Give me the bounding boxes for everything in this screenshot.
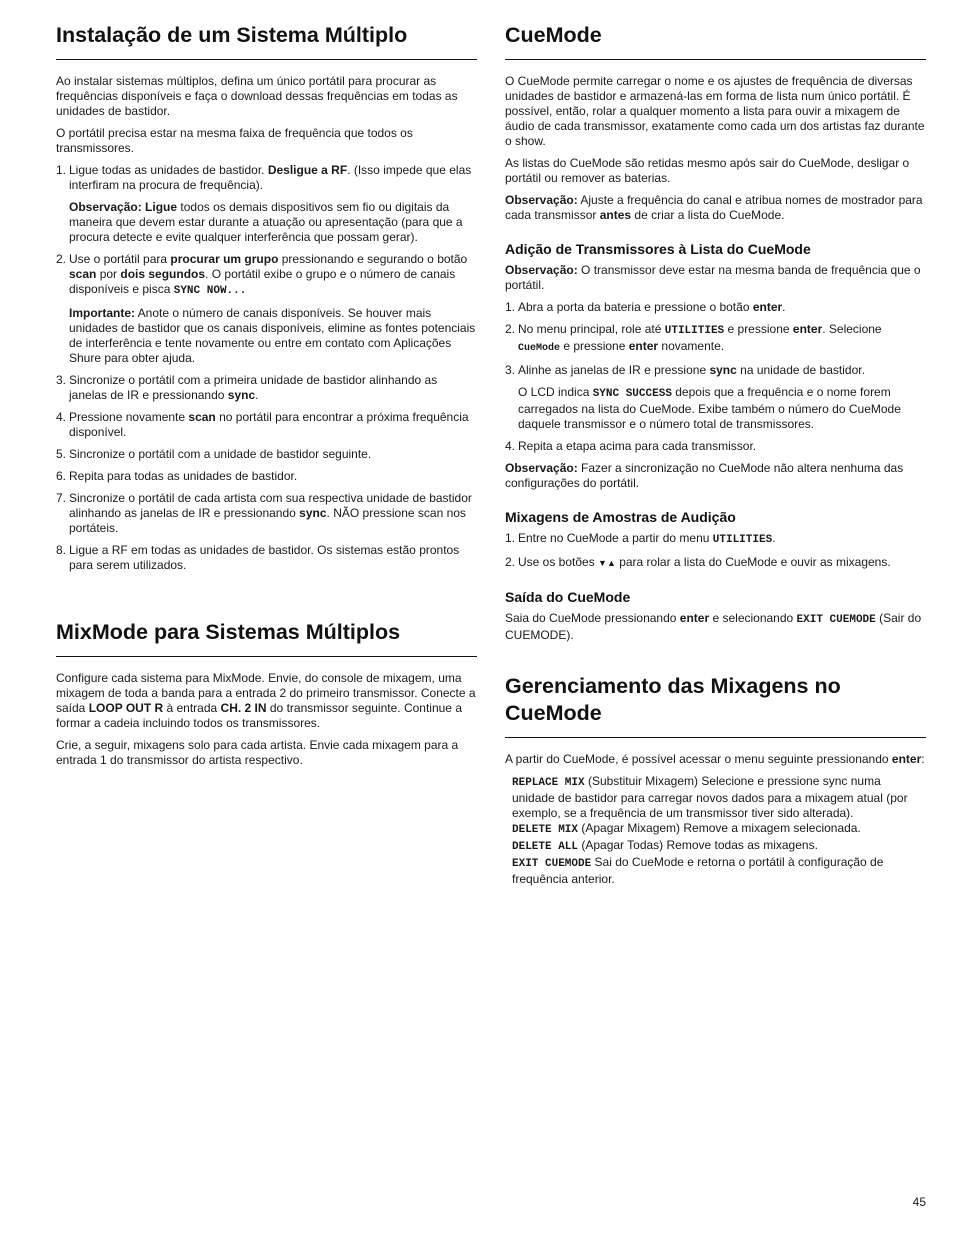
sample-steps: [505, 531, 926, 571]
section-title-manage-mixes: Gerenciamento das Mixagens no CueMode: [505, 673, 926, 738]
cuemode-note: Observação: Ajuste a frequência do canal e atribua nomes de mostrador para cada transmissor antes de criar a lista do CueMode.: [505, 193, 923, 222]
section-title-mixmode: MixMode para Sistemas Múltiplos: [56, 619, 477, 657]
section-title-multiple-system: Instalação de um Sistema Múltiplo: [56, 22, 477, 60]
setup-steps: [56, 163, 477, 573]
manage-intro: A partir do CueMode, é possível acessar o menu seguinte pressionando enter:: [505, 752, 925, 766]
add-steps: [505, 300, 926, 454]
add-note: Observação: O transmissor deve estar na mesma banda de frequência que o portátil.: [505, 263, 921, 292]
subtitle-sample-mixes: Mixagens de Amostras de Audição: [505, 509, 736, 525]
menu-delete-all: DELETE ALL (Apagar Todas) Remove todas as mixagens.: [512, 838, 818, 853]
right-column: [505, 22, 926, 887]
add-step-2: 2. No menu principal, role até UTILITIES e pressione enter. Selecione CueMode e pressione enter novamente.: [505, 322, 882, 354]
exit-paragraph: Saia do CueMode pressionando enter e selecionando EXIT CUEMODE (Sair do CUEMODE).: [505, 611, 922, 642]
step-5: 5. Sincronize o portátil com a unidade de bastidor seguinte.: [56, 447, 372, 461]
step-3: 3. Sincronize o portátil com a primeira unidade de bastidor alinhando as janelas de IR e pressionando sync.: [56, 373, 438, 402]
menu-exit-cuemode: EXIT CUEMODE Sai do CueMode e retorna o portátil à configuração de frequência anterior.: [512, 855, 884, 886]
step-8: 8. Ligue a RF em todas as unidades de bastidor. Os sistemas estão prontos para serem utilizados.: [56, 543, 460, 572]
cuemode-retained: As listas do CueMode são retidas mesmo após sair do CueMode, desligar o portátil ou remover as baterias.: [505, 156, 910, 185]
step-7: 7. Sincronize o portátil de cada artista com sua respectiva unidade de bastidor alinhando as janelas de IR e pressionando sync. NÃO pressione scan nos portáteis.: [56, 491, 472, 535]
step-6: 6. Repita para todas as unidades de bastidor.: [56, 469, 298, 483]
mixmode-paragraph-1: Configure cada sistema para MixMode. Envie, do console de mixagem, uma mixagem de toda a banda para a entrada 2 do primeiro transmissor. Conecte a saída LOOP OUT R à entrada CH. 2 IN do transmissor seguinte. Continue a formar a cadeia incluindo todos os transmissores.: [56, 671, 476, 730]
step-2: 2. Use o portátil para procurar um grupo pressionando e segurando o botão scan por dois segundos. O portátil exibe o grupo e o número de canais disponíveis e pisca SYNC NOW... Importante: Anote o número de canais disponíveis. Se houver mais unidades de bastidor que os canais disponíveis, elimine as fontes potenciais de interferência e tente novamente ou entre em contato com Aplicações Shure para obter ajuda.: [56, 252, 476, 365]
add-step-3: 3. Alinhe as janelas de IR e pressione sync na unidade de bastidor. O LCD indica SYNC SUCCESS depois que a frequência e o nome forem carregados na lista do CueMode. Exibe também o número do CueMode daquele transmissor e o número total de transmissores.: [505, 363, 926, 432]
band-paragraph: O portátil precisa estar na mesma faixa de frequência que todos os transmissores.: [56, 126, 413, 155]
subtitle-add-transmitters: Adição de Transmissores à Lista do CueMode: [505, 241, 811, 257]
step-1-note: Observação: Ligue todos os demais dispositivos sem fio ou digitais da maneira que devem estar durante a atuação ou apresentação (para que a procura detecte e evite qualquer interferência que possam gerar).: [69, 200, 463, 244]
menu-replace-mix: REPLACE MIX (Substituir Mixagem) Selecione e pressione sync numa unidade de bastidor para carregar novos dados para a mixagem atual (por exemplo, se a frequência de um transmissor tiver sido alterada).: [512, 774, 908, 820]
menu-delete-mix: DELETE MIX (Apagar Mixagem) Remove a mixagem selecionada.: [512, 821, 861, 836]
cuemode-menu-list: [505, 774, 926, 887]
mixmode-paragraph-2: Crie, a seguir, mixagens solo para cada artista. Envie cada mixagem para a entrada 1 do transmissor do artista respectivo.: [56, 738, 459, 767]
step-4: 4. Pressione novamente scan no portátil para encontrar a próxima frequência disponível.: [56, 410, 469, 439]
page-number: 45: [912, 1195, 926, 1209]
step-1: 1. Ligue todas as unidades de bastidor. Desligue a RF. (Isso impede que elas interfiram na procura de frequência). Observação: Ligue todos os demais dispositivos sem fio ou digitais da maneira que devem estar durante a atuação ou apresentação (para que a procura detecte e evite qualquer interferência que possam gerar).: [56, 163, 477, 245]
sync-note: Observação: Fazer a sincronização no CueMode não altera nenhuma das configurações do portátil.: [505, 461, 904, 490]
section-title-cuemode: CueMode: [505, 22, 926, 60]
sample-step-1: 1. Entre no CueMode a partir do menu UTILITIES.: [505, 531, 776, 546]
add-step-4: 4. Repita a etapa acima para cada transmissor.: [505, 439, 757, 453]
intro-paragraph: Ao instalar sistemas múltiplos, defina um único portátil para procurar as frequências disponíveis e faça o download dessas frequências em todas as unidades de bastidor.: [56, 74, 458, 118]
subtitle-exit-cuemode: Saída do CueMode: [505, 589, 631, 605]
add-step-1: 1. Abra a porta da bateria e pressione o botão enter.: [505, 300, 786, 314]
sample-step-2: 2. Use os botões ▼▲ para rolar a lista do CueMode e ouvir as mixagens.: [505, 555, 891, 569]
add-step-3-detail: O LCD indica SYNC SUCCESS depois que a frequência e o nome forem carregados na lista do CueMode. Exibe também o número do CueMode daquele transmissor e o número total de transmissores.: [518, 385, 901, 431]
step-2-important: Importante: Anote o número de canais disponíveis. Se houver mais unidades de bastidor que os canais disponíveis, elimine as fontes potenciais de interferência e tente novamente ou entre em contato com Aplicações Shure para obter ajuda.: [69, 306, 476, 365]
cuemode-intro: O CueMode permite carregar o nome e os ajustes de frequência de diversas unidades de bastidor e armazená-las em forma de lista num único portátil. É possível, então, rolar a qualquer momento a lista para ouvir a mixagem de áudio de cada transmissor, exatamente como cada um dos artistas faz durante o show.: [505, 74, 925, 148]
left-column: [56, 22, 477, 775]
arrow-down-up-icon: ▼▲: [598, 558, 616, 568]
